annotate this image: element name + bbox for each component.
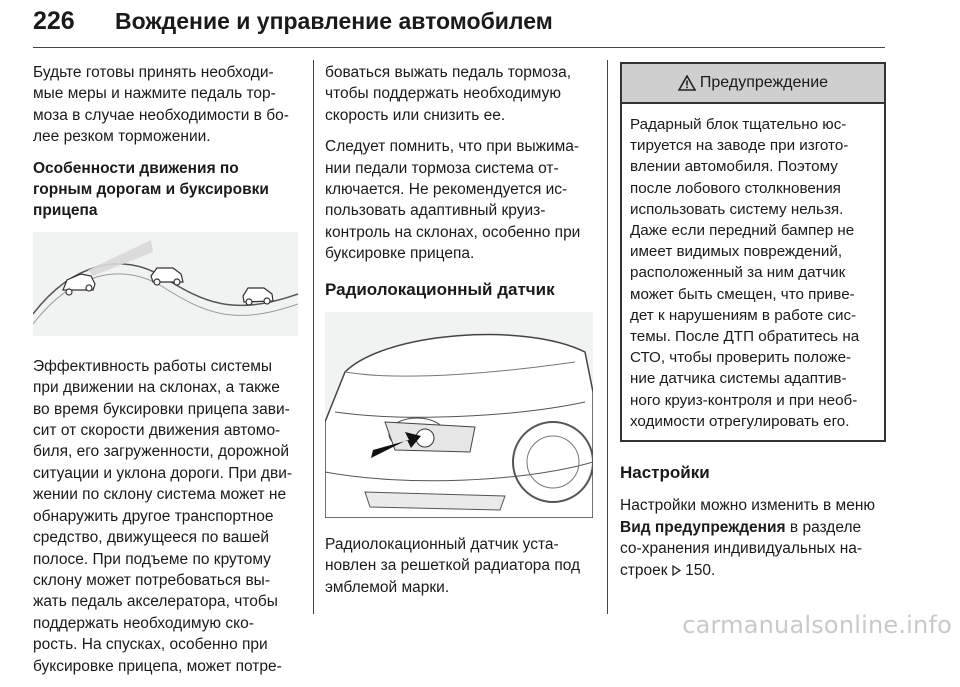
settings-heading: Настройки (620, 463, 710, 483)
body-paragraph: Эффективность работы системы при движении на склонах, а также во время буксировки прицепа зави-сит от скорости движения автомо-биля, его загруженности, дорожной ситуации и уклона дороги. При дви-жении по склону система может не обнаружить другое транспортное средство, движущееся по вашей полосе. При подъеме по крутому склону может потребоваться вы-жать педаль акселератора, чтобы поддержать необходимую ско-рость. На спусках, особенно при буксировке прицепа, может потре- (33, 357, 293, 675)
page-title: Вождение и управление автомобилем (115, 8, 553, 34)
header-divider (33, 47, 885, 48)
hill-illustration (33, 232, 298, 336)
continued-paragraph: боваться выжать педаль тормоза, чтобы поддержать необходимую скорость или снизить ее. (325, 64, 572, 124)
settings-text-after: в разделе со-хранения индивидуальных на-строек (620, 518, 863, 579)
column-2 (325, 62, 593, 608)
settings-paragraph (620, 495, 885, 581)
car-front-photo (325, 312, 593, 518)
column-1 (33, 62, 298, 687)
column-divider-1 (313, 60, 314, 614)
figure-caption: Радиолокационный датчик уста-новлен за решеткой радиатора под эмблемой марки. (325, 536, 581, 596)
warning-box (620, 62, 886, 442)
page-reference[interactable]: 150. (685, 561, 716, 579)
section-subheading: Особенности движения по горным дорогам и буксировки прицепа (33, 159, 269, 220)
watermark: carmanualsonline.info (682, 611, 952, 639)
menu-name: Вид предупреждения (620, 518, 786, 536)
warning-text: Радарный блок тщательно юс-тируется на заводе при изгото-влении автомобиля. Поэтому после лобового столкновения использовать систему нельзя. Даже если передний бампер не имеет видимых повреждений, расположенный за ним датчик может быть смещен, что приве-дет к нарушениям в работе сис-темы. После ДТП обратитесь на СТО, чтобы проверить положе-ние датчика системы адаптив-ного круиз-контроля и при необ-ходимости отрегулировать его. (630, 116, 860, 430)
radar-sensor-heading: Радиолокационный датчик (325, 279, 555, 299)
column-divider-2 (607, 60, 608, 614)
page-reference-triangle-icon (672, 565, 681, 576)
page-number: 226 (33, 7, 75, 35)
note-paragraph: Следует помнить, что при выжима-нии педали тормоза система от-ключается. Не рекомендуется ис-пользовать адаптивный круиз-контроль на склонах, особенно при буксировке прицепа. (325, 138, 581, 263)
warning-title: Предупреждение (699, 74, 829, 92)
settings-text-before: Настройки можно изменить в меню (620, 497, 876, 515)
page-header (33, 7, 883, 47)
warning-triangle-icon (678, 75, 696, 91)
warning-header (622, 64, 884, 104)
intro-paragraph: Будьте готовы принять необходи-мые меры и нажмите педаль тор-моза в случае необходимости в бо-лее резком торможении. (33, 64, 289, 146)
column-3 (620, 62, 885, 591)
